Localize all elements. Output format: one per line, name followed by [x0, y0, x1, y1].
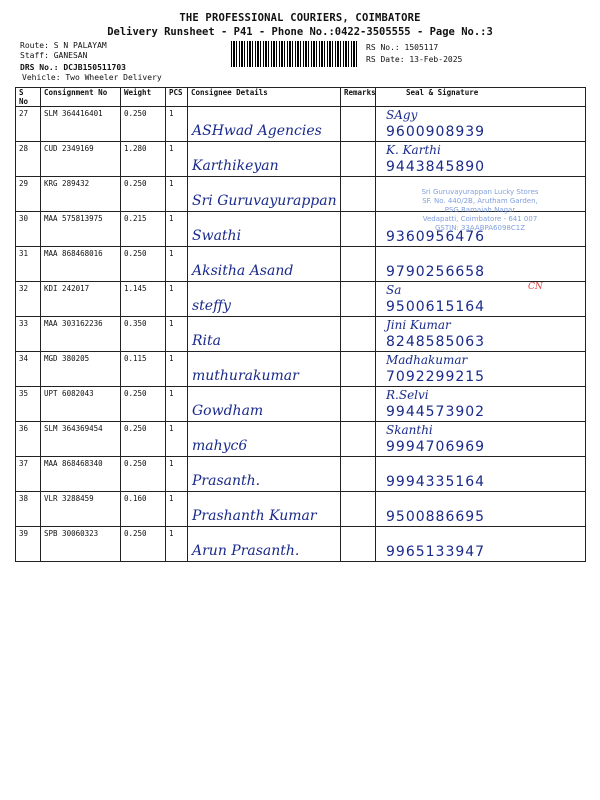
cell-consignee	[188, 352, 341, 387]
cell-pcs: 1	[166, 212, 188, 247]
handwritten-signature: Madhakumar	[386, 353, 468, 367]
cell-remarks	[341, 282, 376, 317]
rs-no-label: RS No.: 1505117	[366, 43, 439, 52]
staff-label: Staff: GANESAN	[20, 51, 88, 60]
handwritten-consignee: steffy	[192, 298, 231, 314]
cell-weight: 0.215	[121, 212, 166, 247]
stamp-line: PSG Ramaiah Nagar	[444, 206, 516, 214]
handwritten-phone: 9965133947	[386, 544, 486, 560]
cell-remarks	[341, 107, 376, 142]
cell-consignment-no: SLM 364369454	[41, 422, 121, 457]
col-sno: S No	[16, 88, 41, 107]
handwritten-phone: 9994335164	[386, 474, 486, 490]
cell-consignment-no: MAA 868468340	[41, 457, 121, 492]
cell-sno: 28	[16, 142, 41, 177]
cell-consignment-no: CUD 2349169	[41, 142, 121, 177]
handwritten-phone: 9994706969	[386, 439, 486, 455]
cell-consignment-no: MAA 303162236	[41, 317, 121, 352]
handwritten-signature: K. Karthi	[386, 143, 441, 157]
cell-weight: 0.115	[121, 352, 166, 387]
cell-consignment-no: SLM 364416401	[41, 107, 121, 142]
cell-sno: 27	[16, 107, 41, 142]
cell-consignment-no: UPT 6082043	[41, 387, 121, 422]
cell-consignment-no: MAA 575813975	[41, 212, 121, 247]
handwritten-signature: Sa	[386, 283, 402, 297]
cell-sno: 37	[16, 457, 41, 492]
cell-consignee	[188, 177, 341, 212]
handwritten-consignee: Gowdham	[192, 403, 264, 419]
cell-remarks	[341, 317, 376, 352]
table-row	[16, 142, 586, 177]
cell-remarks	[341, 457, 376, 492]
cell-signature	[376, 492, 586, 527]
vehicle-label: Vehicle: Two Wheeler Delivery	[22, 73, 162, 82]
table-row	[16, 352, 586, 387]
cell-pcs: 1	[166, 177, 188, 212]
drs-label: DRS No.: DCJB150511703	[20, 63, 126, 72]
handwritten-signature: SAgy	[386, 108, 418, 122]
stamp-line: Vedapatti, Coimbatore - 641 007	[422, 215, 538, 223]
cell-consignee	[188, 492, 341, 527]
cell-consignment-no: VLR 3288459	[41, 492, 121, 527]
table-row	[16, 387, 586, 422]
table-row	[16, 422, 586, 457]
cell-sno: 39	[16, 527, 41, 562]
handwritten-consignee: ASHwad Agencies	[192, 123, 322, 139]
cell-remarks	[341, 352, 376, 387]
cell-remarks	[341, 142, 376, 177]
handwritten-consignee: Sri Guruvayurappan	[192, 193, 337, 209]
route-label: Route: S N PALAYAM	[20, 41, 107, 50]
cell-remarks	[341, 177, 376, 212]
cell-signature	[376, 107, 586, 142]
handwritten-signature: Skanthi	[386, 423, 433, 437]
cell-consignment-no: SPB 30060323	[41, 527, 121, 562]
cell-consignment-no: KRG 289432	[41, 177, 121, 212]
table-row	[16, 457, 586, 492]
cell-consignment-no: KDI 242017	[41, 282, 121, 317]
shop-stamp	[395, 188, 565, 233]
cell-sno: 33	[16, 317, 41, 352]
handwritten-phone: 7092299215	[386, 369, 486, 385]
cell-sno: 29	[16, 177, 41, 212]
table-row	[16, 282, 586, 317]
cell-remarks	[341, 527, 376, 562]
handwritten-phone: 9360956476	[386, 229, 486, 245]
stamp-line: GSTIN: 33AABPA6098C1Z	[434, 224, 526, 232]
handwritten-consignee: Aksitha Asand	[192, 263, 294, 279]
cell-signature	[376, 317, 586, 352]
cell-sno: 36	[16, 422, 41, 457]
runsheet-table	[15, 87, 586, 562]
cell-pcs: 1	[166, 317, 188, 352]
cell-sno: 38	[16, 492, 41, 527]
cell-remarks	[341, 422, 376, 457]
cell-weight: 0.250	[121, 107, 166, 142]
cell-signature	[376, 352, 586, 387]
cell-weight: 1.280	[121, 142, 166, 177]
cell-consignee	[188, 142, 341, 177]
cell-weight: 0.250	[121, 387, 166, 422]
cell-weight: 0.250	[121, 422, 166, 457]
cell-sno: 30	[16, 212, 41, 247]
cell-signature	[376, 247, 586, 282]
cell-signature	[376, 282, 586, 317]
handwritten-consignee: Karthikeyan	[192, 158, 279, 174]
table-row	[16, 527, 586, 562]
cell-pcs: 1	[166, 422, 188, 457]
handwritten-phone: 8248585063	[386, 334, 486, 350]
table-row	[16, 107, 586, 142]
col-pcs: PCS	[166, 88, 188, 107]
cell-remarks	[341, 387, 376, 422]
handwritten-consignee: Prasanth.	[192, 473, 261, 489]
cell-pcs: 1	[166, 527, 188, 562]
cell-weight: 0.250	[121, 177, 166, 212]
table-header-row	[16, 88, 586, 107]
document-title: THE PROFESSIONAL COURIERS, COIMBATORE	[179, 12, 421, 24]
table-row	[16, 247, 586, 282]
cell-consignee	[188, 387, 341, 422]
cell-signature	[376, 422, 586, 457]
handwritten-phone: 9790256658	[386, 264, 486, 280]
cell-weight: 0.250	[121, 247, 166, 282]
cell-remarks	[341, 212, 376, 247]
handwritten-signature: R.Selvi	[386, 388, 429, 402]
cell-consignment-no: MAA 868468016	[41, 247, 121, 282]
cell-signature	[376, 142, 586, 177]
cell-pcs: 1	[166, 387, 188, 422]
cell-pcs: 1	[166, 107, 188, 142]
cell-pcs: 1	[166, 352, 188, 387]
cell-consignee	[188, 457, 341, 492]
handwritten-consignee: Prashanth Kumar	[192, 508, 317, 524]
cell-sno: 31	[16, 247, 41, 282]
col-remarks: Remarks	[341, 88, 376, 107]
cell-weight: 0.250	[121, 457, 166, 492]
handwritten-consignee: Swathi	[192, 228, 242, 244]
cell-signature	[376, 457, 586, 492]
cell-pcs: 1	[166, 142, 188, 177]
rs-date-label: RS Date: 13-Feb-2025	[366, 55, 463, 64]
cell-pcs: 1	[166, 282, 188, 317]
handwritten-consignee: mahyc6	[192, 438, 248, 454]
handwritten-consignee: Arun Prasanth.	[192, 543, 300, 559]
cell-consignment-no: MGD 380205	[41, 352, 121, 387]
cell-pcs: 1	[166, 247, 188, 282]
barcode	[231, 41, 359, 67]
table-row	[16, 492, 586, 527]
cell-sno: 32	[16, 282, 41, 317]
cell-weight: 0.160	[121, 492, 166, 527]
stamp-line: Sri Guruvayurappan Lucky Stores	[421, 188, 539, 196]
handwritten-phone: 9443845890	[386, 159, 486, 175]
col-weight: Weight	[121, 88, 166, 107]
col-consignee: Consignee Details	[188, 88, 341, 107]
cell-consignee	[188, 212, 341, 247]
handwritten-phone: 9500615164	[386, 299, 486, 315]
handwritten-consignee: muthurakumar	[192, 368, 299, 384]
cell-sno: 35	[16, 387, 41, 422]
handwritten-consignee: Rita	[192, 333, 221, 349]
cell-consignee	[188, 107, 341, 142]
col-consignment: Consignment No	[41, 88, 121, 107]
cell-signature	[376, 387, 586, 422]
cell-pcs: 1	[166, 457, 188, 492]
document-subtitle: Delivery Runsheet - P41 - Phone No.:0422-3505555 - Page No.:3	[107, 26, 493, 38]
cell-consignee	[188, 527, 341, 562]
cell-weight: 1.145	[121, 282, 166, 317]
cell-consignee	[188, 247, 341, 282]
handwritten-phone: 9500886695	[386, 509, 486, 525]
handwritten-signature: Jini Kumar	[386, 318, 451, 332]
stamp-line: SF. No. 440/2B, Arutham Garden,	[422, 197, 538, 205]
col-signature: Seal & Signature	[376, 88, 586, 107]
handwritten-phone: 9600908939	[386, 124, 486, 140]
cn-annotation: CN	[528, 282, 543, 292]
cell-signature	[376, 527, 586, 562]
cell-remarks	[341, 247, 376, 282]
cell-weight: 0.350	[121, 317, 166, 352]
cell-consignee	[188, 422, 341, 457]
cell-pcs: 1	[166, 492, 188, 527]
handwritten-phone: 9944573902	[386, 404, 486, 420]
cell-weight: 0.250	[121, 527, 166, 562]
cell-sno: 34	[16, 352, 41, 387]
table-row	[16, 317, 586, 352]
cell-consignee	[188, 282, 341, 317]
cell-remarks	[341, 492, 376, 527]
cell-consignee	[188, 317, 341, 352]
